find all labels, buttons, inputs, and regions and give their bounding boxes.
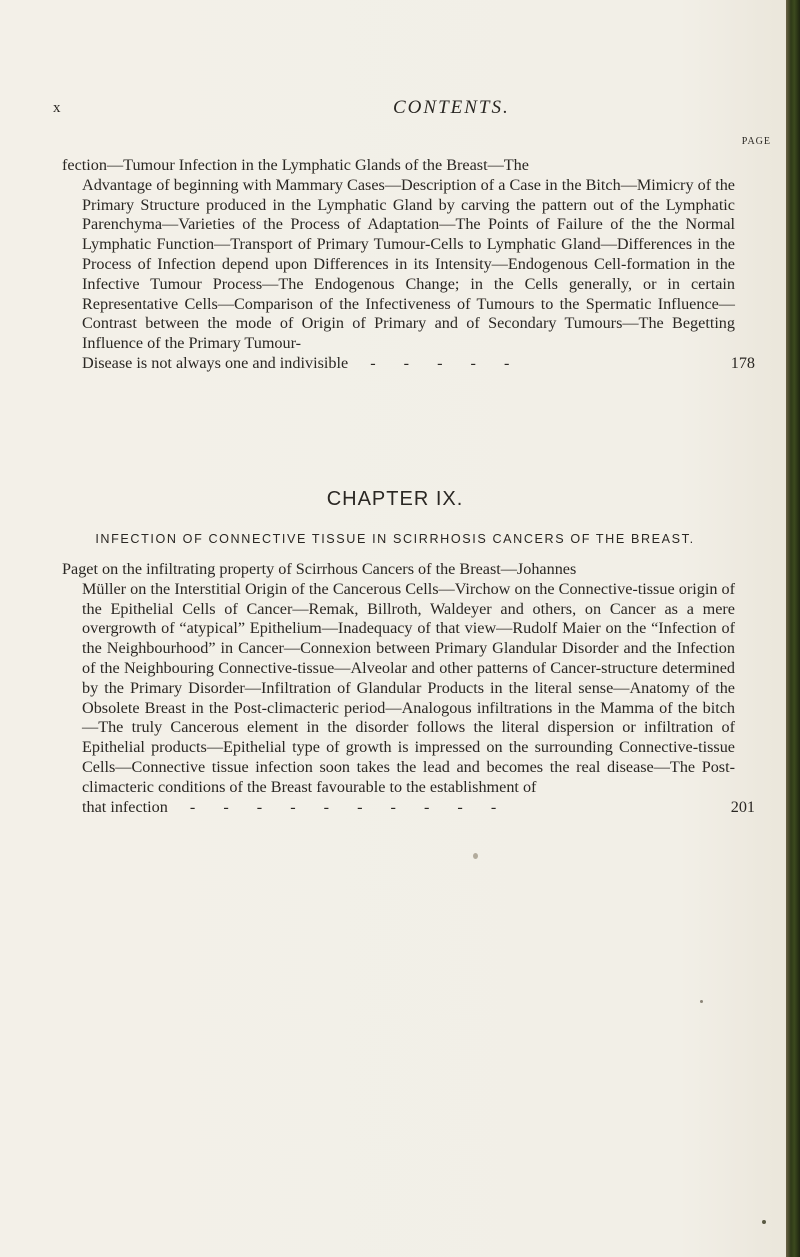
leader-dots: - - - - - [370,353,522,372]
entry-last-text: Disease is not always one and indivisible [82,353,349,372]
running-head [0,97,790,124]
chapter-subtitle: INFECTION OF CONNECTIVE TISSUE IN SCIRRHOSIS CANCERS OF THE BREAST. [95,532,695,546]
running-head-title: CONTENTS. [393,97,510,118]
entry-first-line: fection—Tumour Infection in the Lymphatic Glands of the Breast—The [62,156,529,174]
paper-speck [700,1000,703,1003]
contents-entry [62,156,755,374]
page-column-label: PAGE [741,136,771,147]
paper-speck [473,853,478,859]
entry-continuation: Müller on the Interstitial Origin of the Cancerous Cells—Virchow on the Connective-tissue origin of the Epithelial Cells of Cancer—Remak, Billroth, Waldeyer and others, on Cancer as a mere overgrowth of “atypical” Epithelium—Inadequacy of that view—Rudolf Maier on the “Infection of the Neighbourhood” in Cancer—Connexion between Primary Glandular Disorder and the Infection of the Neighbouring Connective-tissue—Alveolar and other patterns of Cancer-structure determined by the Primary Disorder—Infiltration of Glandular Products in the literal sense—Anatomy of the Obsolete Breast in the Post-climacteric period—Analogous infiltrations in the Mamma of the bitch—The truly Cancerous element in the disorder follows the literal dispersion or infiltration of Epithelial products—Epithelial type of growth is impressed on the surrounding Connective-tissue Cells—Connective tissue infection soon takes the lead and becomes the real disease—The Post-climacteric conditions of the Breast favourable to the establishment of [82,579,735,796]
contents-entry [62,560,755,817]
entry-page-number: 201 [730,797,755,816]
leader-dots: - - - - - - - - - - [189,797,509,816]
entry-page-number: 178 [730,353,755,372]
page-folio: x [53,100,62,116]
entry-first-line: Paget on the infiltrating property of Scirrhous Cancers of the Breast—Johannes [62,560,577,578]
entry-last-line [62,353,755,374]
chapter-heading: CHAPTER IX. [326,488,464,510]
entry-last-line [62,797,755,818]
entry-continuation: Advantage of beginning with Mammary Cases—Description of a Case in the Bitch—Mimicry of the Primary Structure produced in the Lymphatic Gland by carving the pattern out of the Lymphatic Parenchyma—Varieties of the Process of Adaptation—The Points of Failure of the the Normal Lymphatic Function—Transport of Primary Tumour-Cells to Lymphatic Gland—Differences in the Process of Infection depend upon Differences in its Intensity—Endogenous Cell-formation in the Infective Tumour Process—The Endogenous Change; in the Cells generally, or in certain Representative Cells—Comparison of the Infectiveness of Tumours to the Spermatic Influence—Contrast between the mode of Origin of Primary and of Secondary Tumours—The Begetting Influence of the Primary Tumour- [82,175,735,353]
entry-last-text: that infection [82,797,168,816]
paper-speck [762,1220,766,1224]
book-edge [786,0,800,1257]
